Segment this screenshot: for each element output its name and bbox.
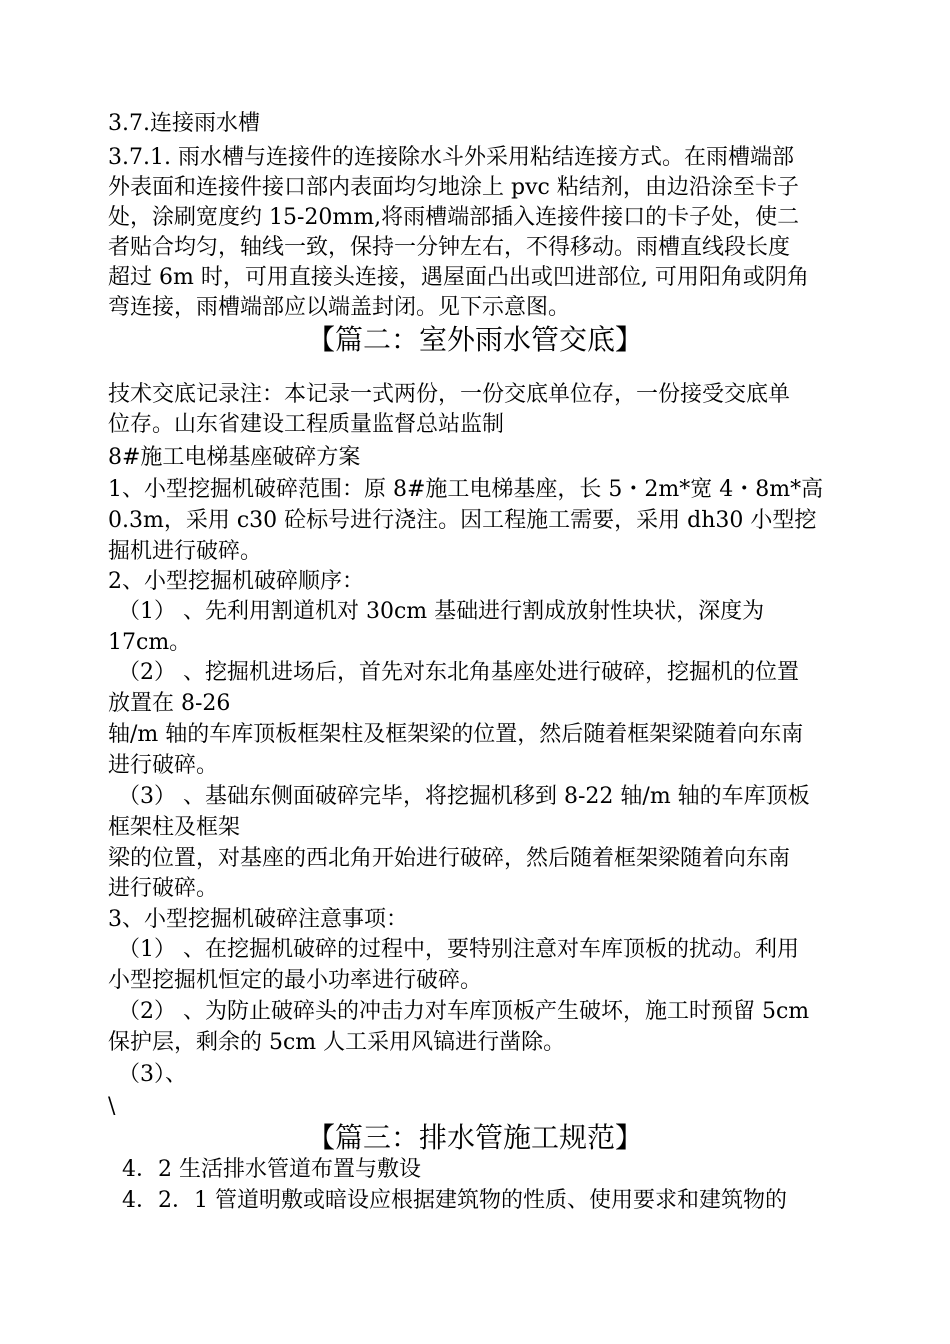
paragraph-line: 技术交底记录注：本记录一式两份，一份交底单位存，一份接受交底单 <box>108 382 791 407</box>
subsection-title-4-2: 4．2 生活排水管道布置与敷设 <box>122 1157 421 1182</box>
paragraph-line: 弯连接，雨槽端部应以端盖封闭。见下示意图。 <box>108 295 571 320</box>
paragraph-line: 掘机进行破碎。 <box>108 539 263 564</box>
list-item: （3） 、基础东侧面破碎完毕，将挖掘机移到 8-22 轴/m 轴的车库顶板 <box>118 784 810 809</box>
paragraph-line: 放置在 8-26 <box>108 691 231 716</box>
paragraph-line: 17cm。 <box>108 630 192 655</box>
stray-backslash: \ <box>108 1094 116 1119</box>
paragraph-line: 梁的位置，对基座的西北角开始进行破碎，然后随着框架梁随着向东南 <box>108 846 791 871</box>
plan-title: 8#施工电梯基座破碎方案 <box>108 445 361 470</box>
paragraph-line: 进行破碎。 <box>108 753 219 778</box>
list-heading: 2、小型挖掘机破碎顺序： <box>108 569 364 594</box>
list-item: （2） 、为防止破碎头的冲击力对车库顶板产生破坏，施工时预留 5cm <box>118 999 810 1024</box>
paragraph-line: 轴/m 轴的车库顶板框架柱及框架梁的位置，然后随着框架梁随着向东南 <box>108 722 804 747</box>
paragraph-line: 外表面和连接件接口部内表面均匀地涂上 pvc 粘结剂，由边沿涂至卡子 <box>108 175 799 200</box>
section-heading-part-three: 【篇三：排水管施工规范】 <box>306 1121 643 1154</box>
paragraph-line: 超过 6m 时，可用直接头连接，遇屋面凸出或凹进部位, 可用阳角或阴角 <box>108 265 809 290</box>
section-title-3-7: 3.7.连接雨水槽 <box>108 111 260 136</box>
paragraph-line: 0.3m，采用 c30 砼标号进行浇注。因工程施工需要，采用 dh30 小型挖 <box>108 508 817 533</box>
paragraph-line: 处，涂刷宽度约 15-20mm,将雨槽端部插入连接件接口的卡子处，使二 <box>108 205 800 230</box>
list-item: （3）、 <box>118 1062 187 1087</box>
paragraph-line: 3.7.1. 雨水槽与连接件的连接除水斗外采用粘结连接方式。在雨槽端部 <box>108 145 794 170</box>
list-item: （1） 、先利用割道机对 30cm 基础进行割成放射性块状，深度为 <box>118 599 765 624</box>
paragraph-line: 4．2．1 管道明敷或暗设应根据建筑物的性质、使用要求和建筑物的 <box>122 1188 787 1213</box>
section-heading-part-two: 【篇二：室外雨水管交底】 <box>306 323 643 356</box>
paragraph-line: 者贴合均匀，轴线一致，保持一分钟左右，不得移动。雨槽直线段长度 <box>108 235 791 260</box>
paragraph-line: 进行破碎。 <box>108 876 219 901</box>
paragraph-line: 小型挖掘机恒定的最小功率进行破碎。 <box>108 968 483 993</box>
paragraph-line: 1、小型挖掘机破碎范围：原 8#施工电梯基座，长 5・2m*宽 4・8m*高 <box>108 477 824 502</box>
list-heading: 3、小型挖掘机破碎注意事项： <box>108 907 408 932</box>
list-item: （1） 、在挖掘机破碎的过程中，要特别注意对车库顶板的扰动。利用 <box>118 937 799 962</box>
paragraph-line: 位存。山东省建设工程质量监督总站监制 <box>108 412 505 437</box>
list-item: （2） 、挖掘机进场后，首先对东北角基座处进行破碎，挖掘机的位置 <box>118 660 799 685</box>
paragraph-line: 保护层，剩余的 5cm 人工采用风镐进行凿除。 <box>108 1030 566 1055</box>
paragraph-line: 框架柱及框架 <box>108 815 241 840</box>
